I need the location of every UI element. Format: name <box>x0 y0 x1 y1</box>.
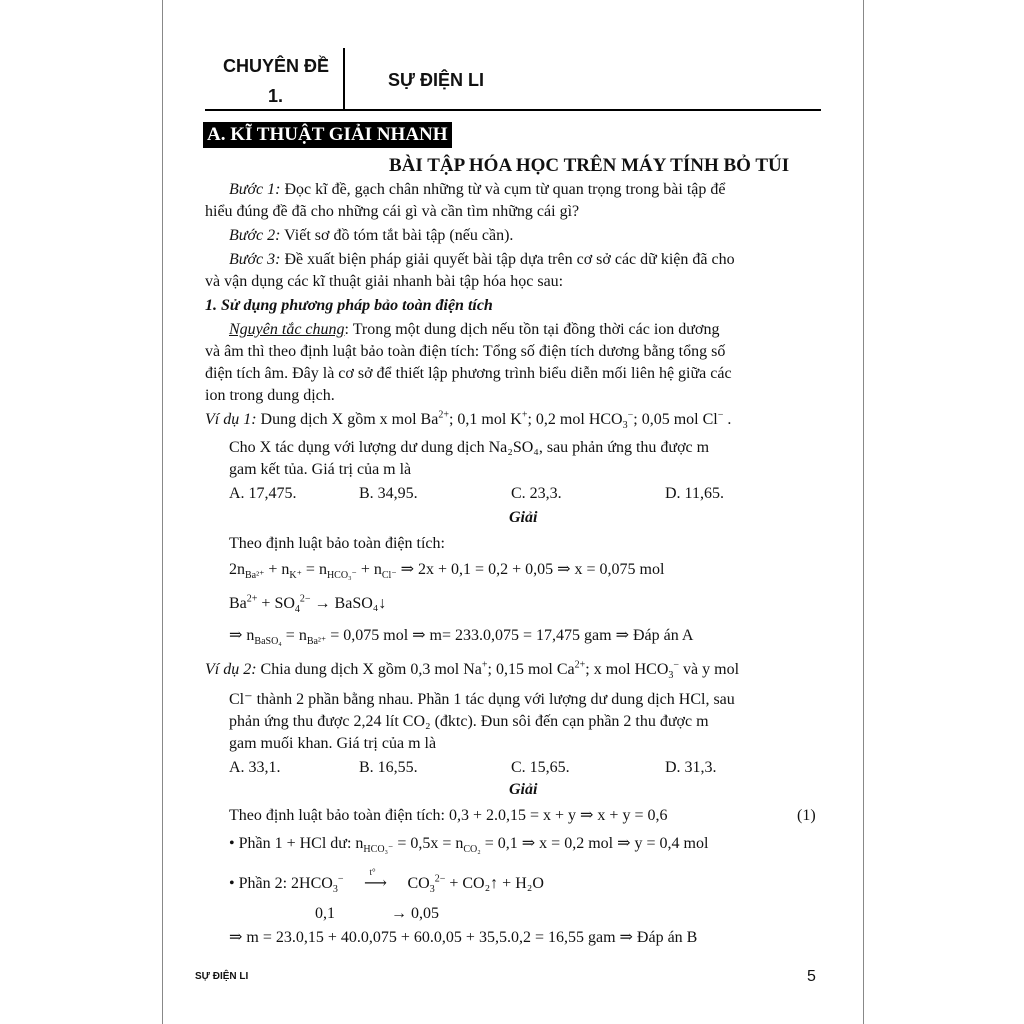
example-2-option-b: B. 16,55. <box>359 759 418 776</box>
section-a-heading: A. KĨ THUẬT GIẢI NHANH <box>203 122 452 148</box>
footer-running-title: SỰ ĐIỆN LI <box>195 971 249 982</box>
example-2-solution-line-3: • Phần 2: $2HCO_3^-$ t° ⟶ $CO_3^{2-}$ + CO₂↑ + H₂O <box>229 874 544 894</box>
example-1-solution-line-3: $Ba^{2+} + SO_4^{2-}$ → BaSO₄↓ <box>229 593 387 616</box>
example-1-solution-line-4: ⇒ $n_{BaSO_4} = n_{Ba^{2+}} = 0,075$ mol ⇒ m= 233.0,075 = 17,475 gam ⇒ Đáp án A <box>229 627 694 648</box>
page-number: 5 <box>807 968 816 985</box>
example-2-option-d: D. 31,3. <box>665 759 717 776</box>
example-1-line-2: Cho X tác dụng với lượng dư dung dịch Na₂SO₄, sau phản ứng thu được m <box>229 439 710 456</box>
example-2-solution-line-5: ⇒ m = 23.0,15 + 40.0,075 + 60.0,05 + 35,5.0,2 = 16,55 gam ⇒ Đáp án B <box>229 929 698 946</box>
step-1-cont: hiểu đúng đề đã cho những cái gì và cần tìm những cái gì? <box>205 203 580 220</box>
example-2-option-a: A. 33,1. <box>229 759 281 776</box>
example-1-solution-line-2: $2n_{Ba^{2+}} + n_{K^+} = n_{HCO_3^-} + n_{Cl^-}$ ⇒ 2x + 0,1 = 0,2 + 0,05 ⇒ x = 0,075 mol <box>229 561 665 582</box>
method-1-line-1: Nguyên tắc chung: Trong một dung dịch nếu tồn tại đồng thời các ion dương <box>229 321 720 338</box>
example-2-line-3: phản ứng thu được 2,24 lít CO₂ (đktc). Đun sôi đến cạn phần 2 thu được m <box>229 713 709 730</box>
chuyen-de-label: CHUYÊN ĐỀ <box>223 56 330 76</box>
example-2-question: Ví dụ 2: Chia dung dịch X gồm 0,3 mol Na+; 0,15 mol $Ca^{2+}$; x mol $HCO_3^-$ và y mol <box>205 659 740 682</box>
step-3: Bước 3: Đề xuất biện pháp giải quyết bài tập dựa trên cơ sở các dữ kiện đã cho <box>229 251 735 268</box>
example-2-equation-number: (1) <box>797 807 816 824</box>
example-2-solution-heading: Giải <box>509 781 538 798</box>
subtitle: BÀI TẬP HÓA HỌC TRÊN MÁY TÍNH BỎ TÚI <box>389 155 790 176</box>
example-2-solution-line-4a: 0,1 <box>315 905 335 922</box>
example-1-option-b: B. 34,95. <box>359 485 418 502</box>
example-1-question: Ví dụ 1: Dung dịch X gồm x mol $Ba^{2+}$; 0,1 mol K+; 0,2 mol $HCO_3^-$; 0,05 mol Cl− . <box>205 409 732 432</box>
example-2-line-4: gam muối khan. Giá trị của m là <box>229 735 437 752</box>
book-page <box>162 0 864 1024</box>
step-1: Bước 1: Đọc kĩ đề, gạch chân những từ và cụm từ quan trọng trong bài tập để <box>229 181 726 198</box>
page-title: SỰ ĐIỆN LI <box>388 70 484 90</box>
heat-label: t° <box>369 867 376 877</box>
chuyen-de-number: 1. <box>268 86 284 106</box>
example-2-solution-line-1: Theo định luật bảo toàn điện tích: 0,3 + 2.0,15 = x + y ⇒ x + y = 0,6 <box>229 807 668 824</box>
method-1-heading: 1. Sử dụng phương pháp bảo toàn điện tích <box>205 297 493 314</box>
method-1-line-2: và âm thì theo định luật bảo toàn điện tích: Tổng số điện tích dương bằng tổng số <box>205 343 726 360</box>
example-1-solution-line-1: Theo định luật bảo toàn điện tích: <box>229 535 445 552</box>
example-1-solution-heading: Giải <box>509 509 538 526</box>
example-1-option-a: A. 17,475. <box>229 485 297 502</box>
example-1-option-d: D. 11,65. <box>665 485 724 502</box>
example-1-line-3: gam kết tủa. Giá trị của m là <box>229 461 412 478</box>
method-1-line-4: ion trong dung dịch. <box>205 387 335 404</box>
step-3-cont: và vận dụng các kĩ thuật giải nhanh bài tập hóa học sau: <box>205 273 564 290</box>
step-2: Bước 2: Viết sơ đồ tóm tắt bài tập (nếu cần). <box>229 227 514 244</box>
example-1-option-c: C. 23,3. <box>511 485 562 502</box>
example-2-solution-line-4b: → 0,05 <box>391 905 439 922</box>
method-1-line-3: điện tích âm. Đây là cơ sở để thiết lập phương trình biểu diễn mối liên hệ giữa các <box>205 365 732 382</box>
example-2-option-c: C. 15,65. <box>511 759 570 776</box>
header-rule <box>205 109 821 111</box>
example-2-line-2: Cl⁻ thành 2 phần bằng nhau. Phần 1 tác dụng với lượng dư dung dịch HCl, sau <box>229 691 735 708</box>
example-2-solution-line-2: • Phần 1 + HCl dư: $n_{HCO_3^-} = 0,5x = n_{CO_2} = 0,1$ ⇒ x = 0,2 mol ⇒ y = 0,4 mol <box>229 835 709 856</box>
header-vertical-divider <box>343 48 345 110</box>
